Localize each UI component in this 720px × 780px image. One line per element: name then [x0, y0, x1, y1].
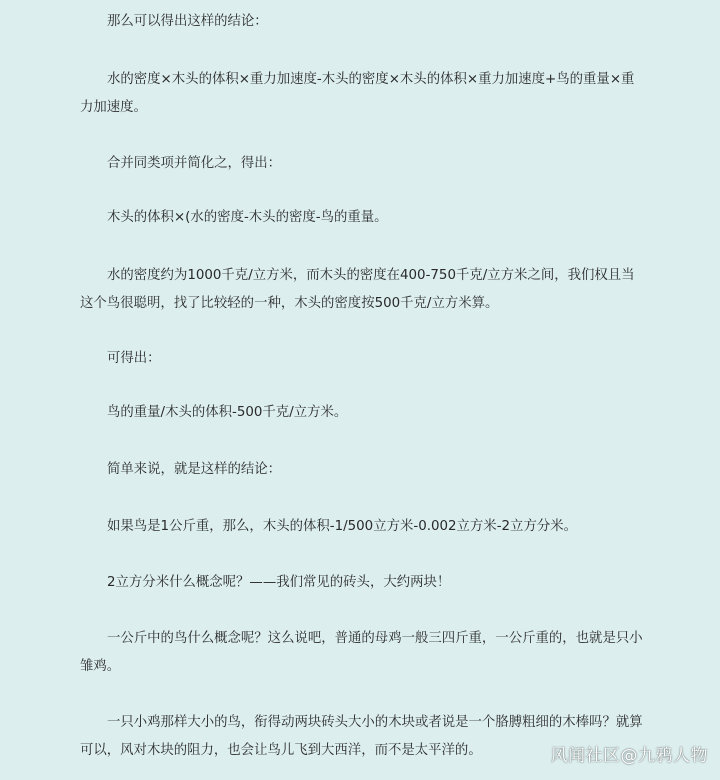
paragraph: [80, 262, 646, 318]
paragraph-text: 鸟的重量/木头的体积-500千克/立方米。: [107, 405, 348, 420]
paragraph: [80, 513, 646, 541]
paragraph-text: 水的密度约为1000千克/立方米，而木头的密度在400-750千克/立方米之间，我们权且当这个鸟很聪明，找了比较轻的一种，木头的密度按500千克/立方米算。: [80, 268, 635, 311]
paragraph: [80, 66, 646, 122]
paragraph-text: 2立方分米什么概念呢？——我们常见的砖头，大约两块！: [107, 575, 451, 590]
paragraph-text: 可得出：: [107, 351, 161, 366]
paragraph-text: 合并同类项并简化之，得出：: [107, 156, 282, 171]
paragraph: [80, 625, 646, 681]
paragraph: [80, 345, 646, 373]
paragraph: [80, 204, 646, 232]
paragraph: [80, 150, 646, 178]
paragraph: [80, 569, 646, 597]
paragraph: [80, 456, 646, 484]
paragraph-text: 一公斤中的鸟什么概念呢？这么说吧，普通的母鸡一般三四斤重，一公斤重的，也就是只小雏鸡。: [80, 631, 643, 674]
paragraph-text: 木头的体积×(水的密度-木头的密度-鸟的重量。: [107, 210, 388, 225]
paragraph-text: 水的密度×木头的体积×重力加速度-木头的密度×木头的体积×重力加速度+鸟的重量×重力加速度。: [80, 72, 635, 115]
paragraph: [80, 399, 646, 427]
paragraph-text: 简单来说，就是这样的结论：: [107, 462, 282, 477]
paragraph-text: 如果鸟是1公斤重，那么，木头的体积-1/500立方米-0.002立方米-2立方分米。: [107, 519, 578, 534]
paragraph-text: 一只小鸡那样大小的鸟，衔得动两块砖头大小的木块或者说是一个胳膊粗细的木棒吗？就算可以，风对木块的阻力，也会让鸟儿飞到大西洋，而不是太平洋的。: [80, 715, 643, 758]
watermark: 风闻社区@九鸦人物: [550, 746, 708, 766]
paragraph: [80, 8, 646, 36]
paragraph-text: 那么可以得出这样的结论：: [107, 14, 268, 29]
